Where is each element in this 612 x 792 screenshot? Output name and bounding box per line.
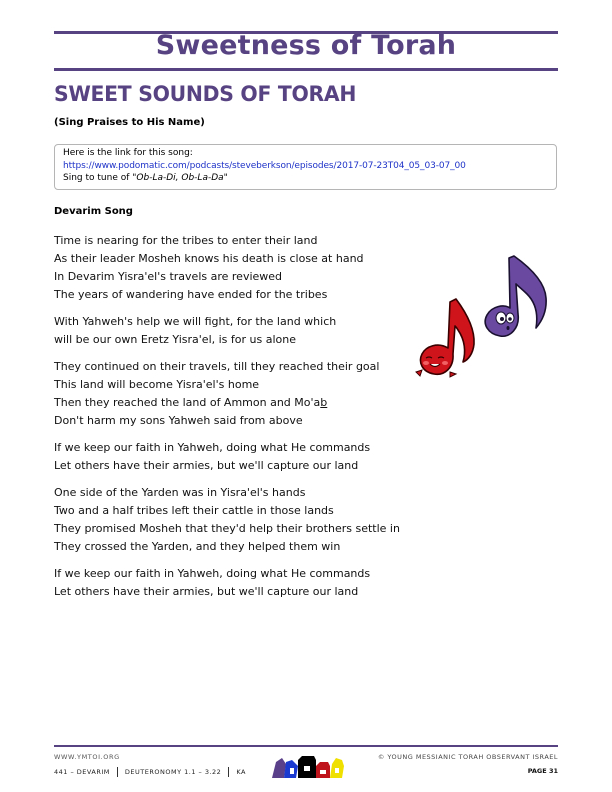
footer-copyright: © YOUNG MESSIANIC TORAH OBSERVANT ISRAEL [377, 753, 558, 761]
header-bottom-rule [54, 68, 558, 71]
footer-rule [54, 745, 558, 747]
section-heading: SWEET SOUNDS OF TORAH [54, 82, 357, 106]
lyric-line: They continued on their travels, till they reached their goal [54, 360, 380, 373]
lyric-line: will be our own Eretz Yisra'el, is for us alone [54, 333, 296, 346]
lyric-line: Don't harm my sons Yahweh said from above [54, 414, 303, 427]
subtitle: (Sing Praises to His Name) [54, 117, 205, 128]
lyric-line: Time is nearing for the tribes to enter their land [54, 234, 318, 247]
lyric-text: Then they reached the land of Ammon and Mo'a [54, 396, 321, 409]
footer-website[interactable]: WWW.YMTOI.ORG [54, 753, 120, 761]
lyric-line: Let others have their armies, but we'll capture our land [54, 459, 359, 472]
footer-lesson-info [54, 767, 246, 777]
lyric-line: With Yahweh's help we will fight, for the land which [54, 315, 337, 328]
lyric-line-moab [54, 394, 400, 412]
podcast-link[interactable]: https://www.podomatic.com/podcasts/steveberkson/episodes/2017-07-23T04_05_03-07_00 [63, 160, 466, 171]
footer-separator [117, 767, 118, 777]
lyric-line: Two and a half tribes left their cattle in those lands [54, 504, 334, 517]
page-title: Sweetness of Torah [155, 30, 457, 61]
footer-page-number: PAGE 31 [527, 767, 558, 775]
tune-line [63, 172, 556, 185]
purple-music-note-icon [485, 256, 546, 336]
tune-name: "Ob-La-Di, Ob-La-Da" [132, 173, 228, 183]
lyric-line: If we keep our faith in Yahweh, doing what He commands [54, 441, 371, 454]
lyric-line: If we keep our faith in Yahweh, doing what He commands [54, 567, 371, 580]
footer-initials: KA [236, 768, 246, 776]
stanza-2 [54, 313, 400, 349]
footer-reference: DEUTERONOMY 1.1 – 3.22 [124, 768, 222, 776]
underlined-letter: b [320, 396, 328, 409]
lyric-line: One side of the Yarden was in Yisra'el's hands [54, 486, 306, 499]
tune-prefix: Sing to tune of [63, 173, 133, 183]
lyric-line: They crossed the Yarden, and they helped them win [54, 540, 341, 553]
ymtoi-logo-icon [268, 752, 350, 780]
lyric-line: They promised Mosheh that they'd help their brothers settle in [54, 522, 400, 535]
red-music-note-icon [416, 299, 474, 377]
stanza-3 [54, 358, 400, 430]
footer-separator [228, 767, 229, 777]
stanza-5 [54, 484, 400, 556]
music-notes-illustration [410, 236, 570, 382]
song-info-box [54, 144, 557, 190]
stanza-4 [54, 439, 400, 475]
lyrics [54, 232, 400, 610]
lyric-line: This land will become Yisra'el's home [54, 378, 260, 391]
stanza-6 [54, 565, 400, 601]
link-intro: Here is the link for this song: [63, 148, 193, 158]
song-title: Devarim Song [54, 206, 133, 217]
lyric-line: As their leader Mosheh knows his death is close at hand [54, 252, 364, 265]
lyric-line: Let others have their armies, but we'll capture our land [54, 585, 359, 598]
stanza-1 [54, 232, 400, 304]
lyric-line: The years of wandering have ended for the tribes [54, 288, 328, 301]
lyric-line: In Devarim Yisra'el's travels are reviewed [54, 270, 283, 283]
footer-lesson: 441 – DEVARIM [54, 768, 110, 776]
